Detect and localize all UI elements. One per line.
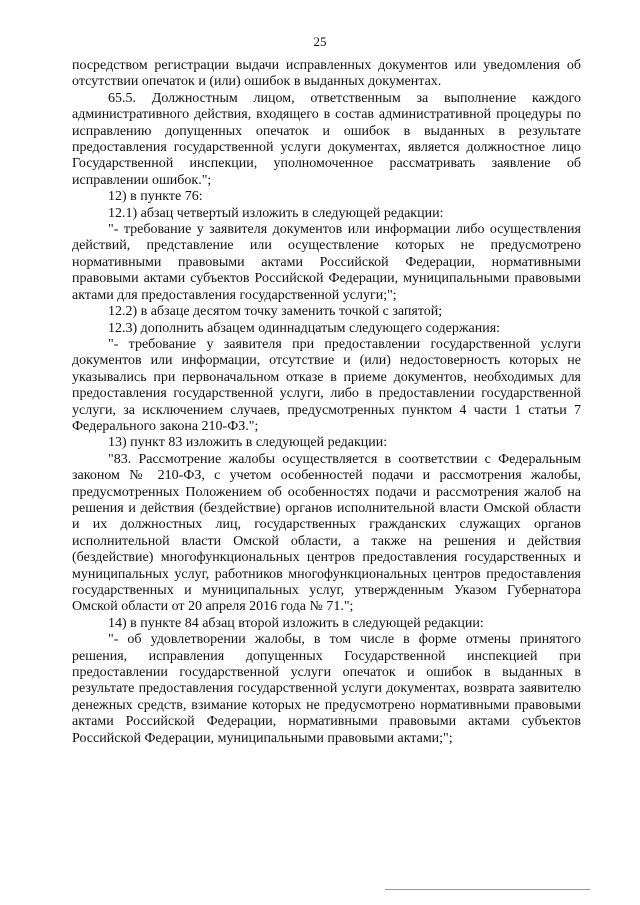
paragraph: 12.1) абзац четвертый изложить в следующей редакции: [108,205,444,221]
paragraph: 12) в пункте 76: [108,189,203,205]
paragraph: "- требование у заявителя при предоставлении государственной услуги документов или информации, отсутствие и (или) недостоверность которых не указывались при первоначальном отказе в приеме документов, необходимых для предоставления государственной услуги, либо в предоставлении государственной услуги, за исключением случаев, предусмотренных пунктом 4 части 1 статьи 7 Федерального закона 210-ФЗ."; [72,336,581,434]
document-body [72,58,581,747]
paragraph: 12.3) дополнить абзацем одиннадцатым следующего содержания: [108,320,501,336]
paragraph: "- об удовлетворении жалобы, в том числе в форме отмены принятого решения, исправления допущенных Государственной инспекцией при предоставлении государственной услуги опечаток и ошибок в выданных в результате предоставления государственной услуги документах, возврата заявителю денежных средств, взимание которых не предусмотрено нормативными правовыми актами Российской Федерации, нормативными правовыми актами субъектов Российской Федерации, муниципальными правовыми актами;"; [72,632,581,746]
page-number: 25 [313,34,327,49]
paragraph: посредством регистрации выдачи исправленных документов или уведомления об отсутствии опечаток и (или) ошибок в выданных документах. [72,58,581,90]
paragraph: "83. Рассмотрение жалобы осуществляется в соответствии с Федеральным законом № 210-ФЗ, с учетом особенностей подачи и рассмотрения жалобы, предусмотренных Положением об особенностях подачи и рассмотрения жалоб на решения и действия (бездействие) органов исполнительной власти Омской области и их должностных лиц, государственных гражданских служащих органов исполнительной власти Омской области, а также на решения и действия (бездействие) многофункциональных центров предоставления государственных и муниципальных услуг, работников многофункциональных центров предоставления государственных и муниципальных услуг, утвержденным Указом Губернатора Омской области от 20 апреля 2016 года № 71."; [72,451,581,615]
bottom-divider [385,889,590,890]
paragraph: 65.5. Должностным лицом, ответственным за выполнение каждого административного действия, входящего в состав административной процедуры по исправлению допущенных опечаток и ошибок в выданных в результате предоставления государственной услуги документах, является должностное лицо Государственной инспекции, уполномоченное рассматривать заявление об исправлении ошибок."; [72,90,581,188]
paragraph: "- требование у заявителя документов или информации либо осуществления действий, представление или осуществление которых не предусмотрено нормативными правовыми актами Российской Федерации, нормативными правовыми актами субъектов Российской Федерации, муниципальными правовыми актами для предоставления государственной услуги;"; [72,222,581,303]
paragraph: 14) в пункте 84 абзац второй изложить в следующей редакции: [108,615,484,631]
paragraph: 12.2) в абзаце десятом точку заменить точкой с запятой; [108,304,443,320]
paragraph: 13) пункт 83 изложить в следующей редакции: [108,435,388,451]
